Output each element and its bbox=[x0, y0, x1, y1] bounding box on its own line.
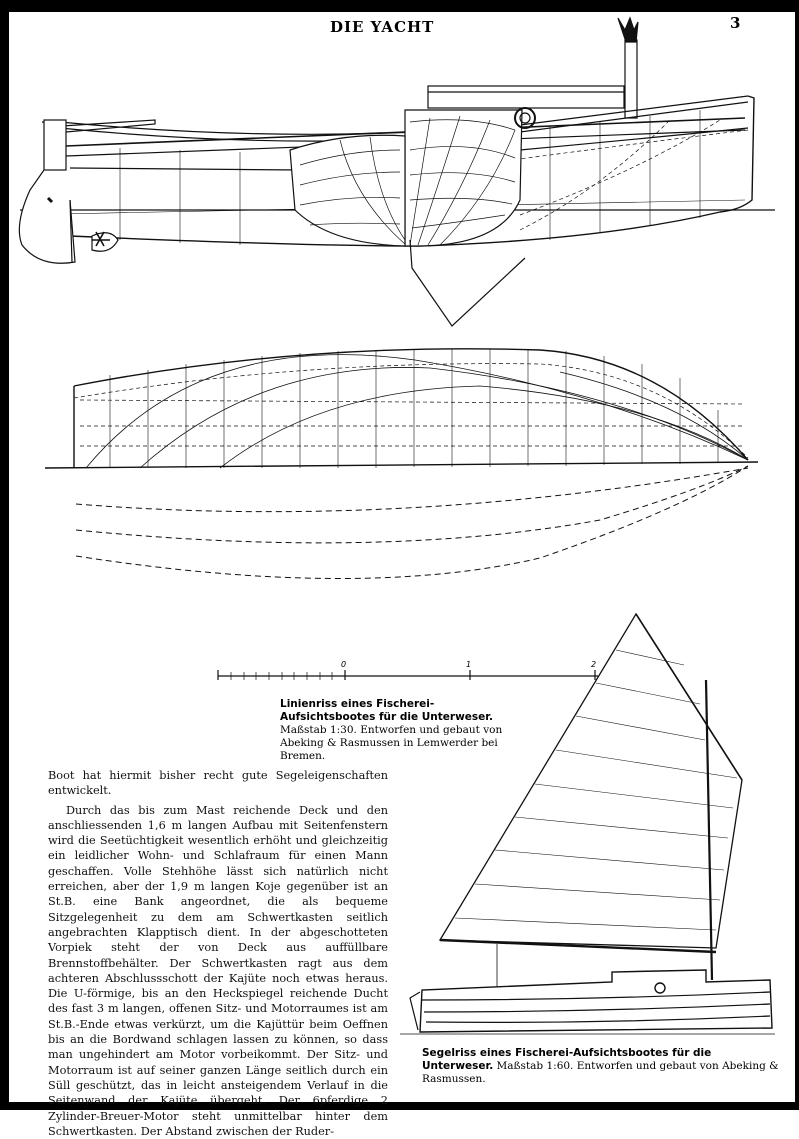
magazine-title: DIE YACHT bbox=[330, 18, 435, 36]
lines-plan-caption-title: Linienriss eines Fischerei-Aufsichtsbootes für die Unterweser. bbox=[280, 698, 493, 723]
page-number: 3 bbox=[730, 14, 741, 32]
sail-plan-caption-text: Maßstab 1:60. Entworfen und gebaut von Abeking & Rasmussen. bbox=[422, 1060, 779, 1085]
sail-plan-drawing bbox=[400, 614, 775, 1034]
scale-label-1: 1 bbox=[466, 660, 472, 669]
lines-plan-caption-text: Maßstab 1:30. Entworfen und gebaut von Abeking & Rasmussen in Lemwerder bei Bremen. bbox=[280, 724, 503, 762]
profile-drawing bbox=[19, 18, 775, 326]
scale-bar bbox=[218, 670, 598, 680]
article-column bbox=[48, 768, 388, 1139]
article-paragraph-2: Durch das bis zum Mast reichende Deck und den anschliessenden 1,6 m langen Aufbau mit Seitenfenstern wird die Seetüchtigkeit wesentlich erhöht und gleichzeitig ein leidlicher Wohn- und Schlafraum für einen Mann geschaffen. Volle Stehhöhe lässt sich natürlich nicht erreichen, aber der 1,9 m langen Koje gegenüber ist an St.B. eine Bank angeordnet, die als bequeme Sitzgelegenheit zu dem am Schwertkasten seitlich angebrachten Klapptisch dient. In der abgeschotteten Vorpiek steht der von Deck aus auffüllbare Brennstoffbehälter. Der Schwertkasten ragt aus dem achteren Abschlussschott der Kajüte noch etwas heraus. Die U-förmige, bis an den Heckspiegel reichende Ducht des fast 3 m langen, offenen Sitz- und Motorraumes ist am St.B.-Ende etwas verkürzt, um die Kajüttür beim Oeffnen bis an die Bordwand schlagen lassen zu können, so dass man ungehindert am Motor vorbeikommt. Der Sitz- und Motorraum ist auf seiner ganzen Länge seitlich durch ein Süll geschützt, das in leicht ansteigendem Verlauf in die Seitenwand der Kajüte übergeht. Der 6pferdige 2 Zylinder-Breuer-Motor steht unmittelbar hinter dem Schwertkasten. Der Abstand zwischen der Ruder- bbox=[48, 803, 388, 1138]
sail-plan-caption-title: Segelriss eines Fischerei-Aufsichtsbootes für die Unterweser. bbox=[422, 1047, 712, 1072]
article-paragraph-1: Boot hat hiermit bisher recht gute Segeleigenschaften entwickelt. bbox=[48, 769, 388, 798]
lines-plan-caption bbox=[280, 698, 520, 763]
scale-label-0: 0 bbox=[341, 660, 347, 669]
sail-plan-caption bbox=[422, 1047, 782, 1086]
scale-label-2: 2 bbox=[591, 660, 597, 669]
waterlines-drawing bbox=[76, 466, 748, 579]
half-breadth-drawing bbox=[45, 349, 758, 468]
